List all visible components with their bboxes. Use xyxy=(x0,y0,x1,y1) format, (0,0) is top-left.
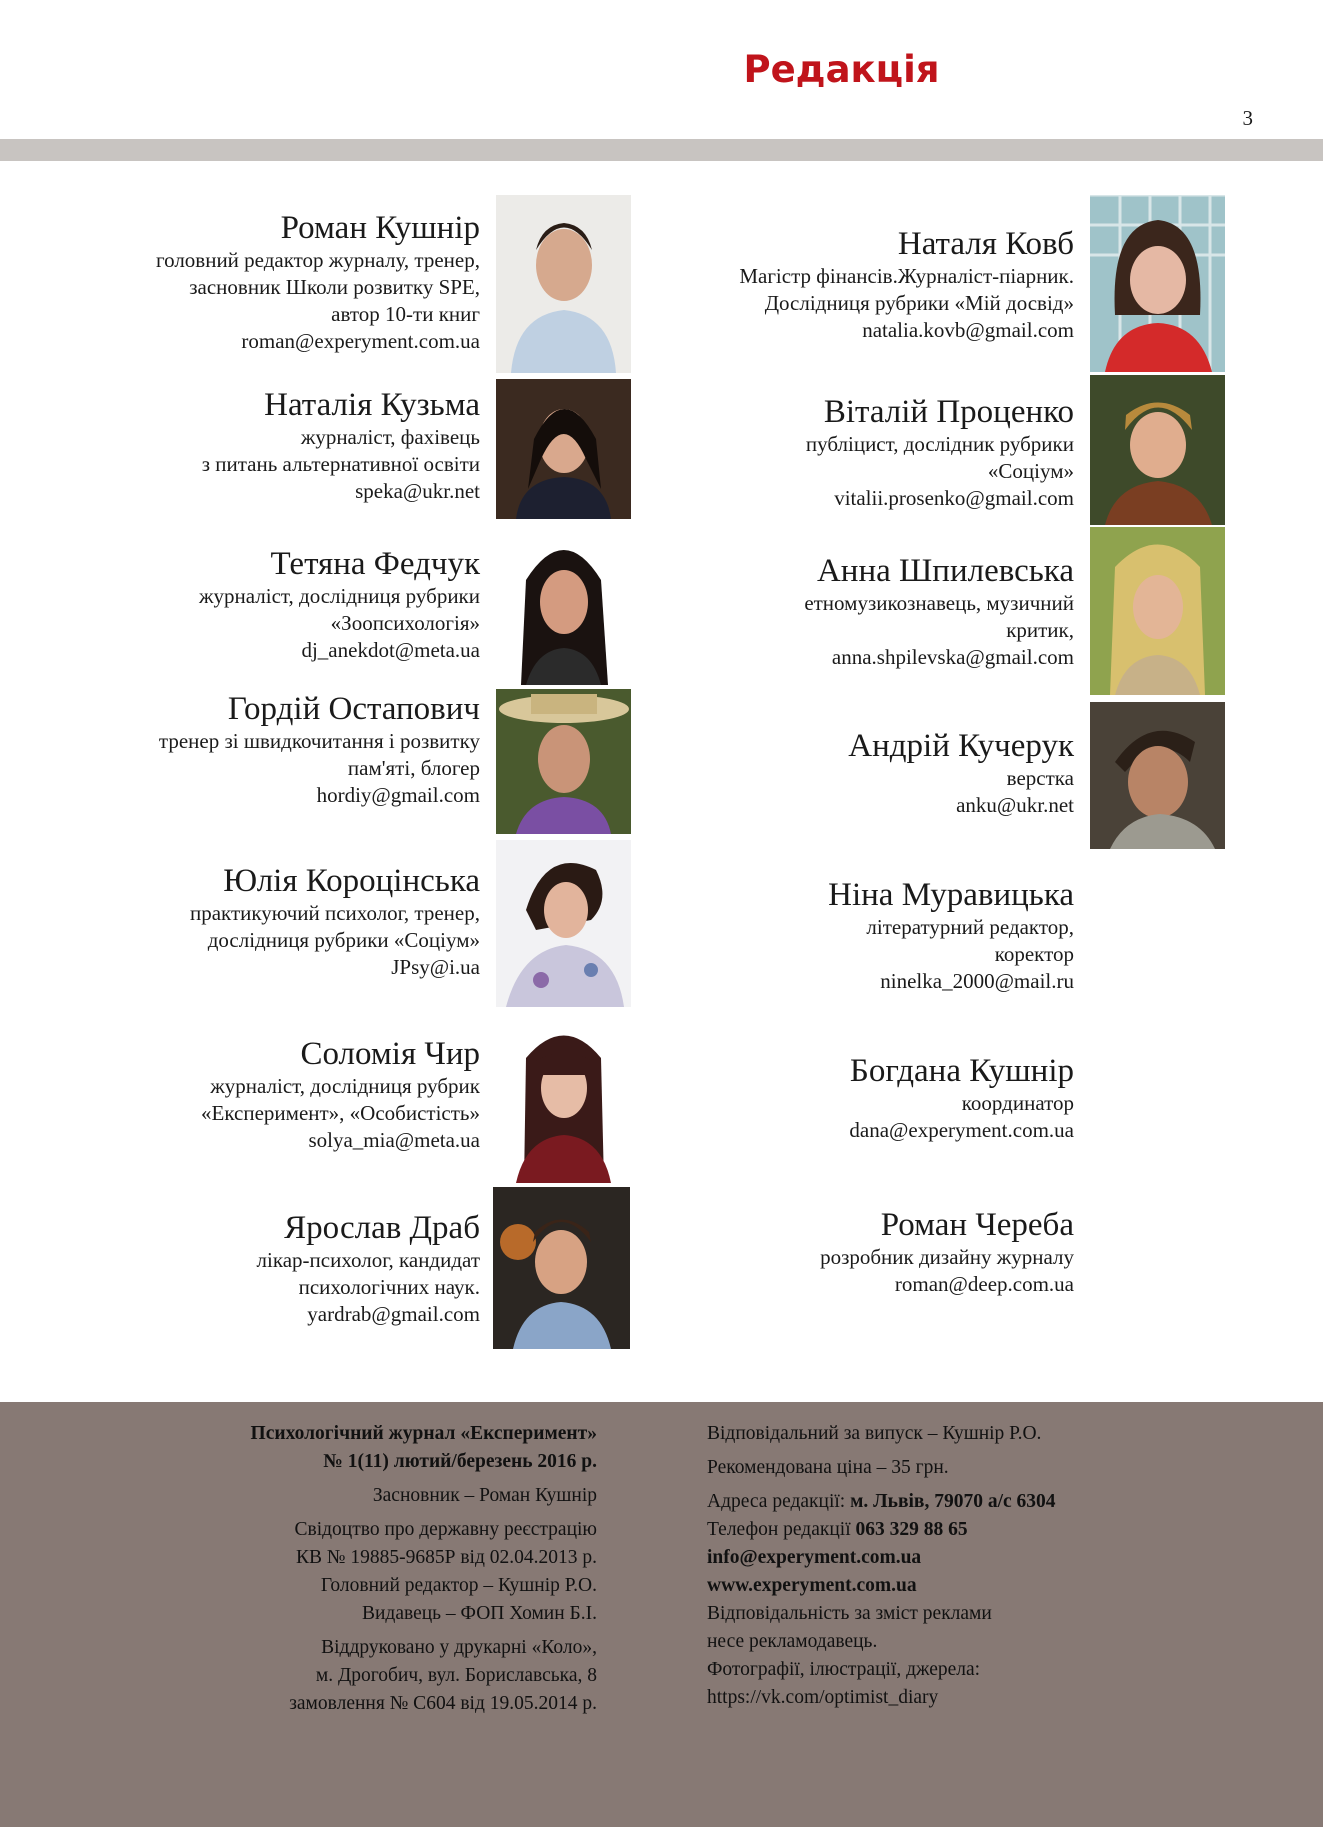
staff-photo xyxy=(496,530,631,685)
staff-card xyxy=(60,195,480,375)
staff-name: Віталій Проценко xyxy=(823,394,1074,430)
staff-photo xyxy=(1090,375,1225,525)
staff-role: лікар-психолог, кандидат xyxy=(256,1248,480,1272)
staff-card xyxy=(60,545,480,685)
staff-name: Роман Череба xyxy=(880,1207,1074,1243)
registration-line: КВ № 19885-9685Р від 02.04.2013 р. xyxy=(295,1547,597,1568)
staff-role: «Експеримент», «Особистість» xyxy=(201,1101,480,1125)
staff-role: засновник Школи розвитку SPE, xyxy=(189,275,480,299)
staff-name: Соломія Чир xyxy=(300,1036,480,1072)
staff-photo xyxy=(496,1013,631,1183)
issue-info: № 1(11) лютий/березень 2016 р. xyxy=(323,1451,597,1472)
staff-role: публіцист, дослідник рубрики xyxy=(805,432,1074,456)
staff-email[interactable]: vitalii.prosenko@gmail.com xyxy=(834,486,1074,510)
staff-email[interactable]: hordiy@gmail.com xyxy=(316,783,480,807)
staff-card xyxy=(640,225,1074,355)
staff-name: Ніна Муравицька xyxy=(828,877,1074,913)
staff-name: Роман Кушнір xyxy=(280,210,480,246)
price-info: Рекомендована ціна – 35 грн. xyxy=(707,1457,949,1478)
staff-email[interactable]: anku@ukr.net xyxy=(956,793,1074,817)
staff-card xyxy=(640,393,1074,523)
staff-role: критик, xyxy=(1006,618,1074,642)
staff-card xyxy=(640,876,1074,1006)
staff-email[interactable]: roman@experyment.com.ua xyxy=(241,329,480,353)
staff-role: Дослідниця рубрики «Мій досвід» xyxy=(764,291,1074,315)
staff-email[interactable]: dj_anekdot@meta.ua xyxy=(301,638,480,662)
staff-email[interactable]: JPsy@i.ua xyxy=(391,955,480,979)
staff-role: журналіст, дослідниця рубрик xyxy=(210,1074,480,1098)
staff-photo xyxy=(496,689,631,834)
staff-card xyxy=(640,1206,1074,1306)
staff-role: практикуючий психолог, тренер, xyxy=(190,901,480,925)
staff-card xyxy=(60,384,480,524)
staff-email[interactable]: anna.shpilevska@gmail.com xyxy=(831,645,1074,669)
staff-photo xyxy=(496,195,631,373)
staff-role: пам'яті, блогер xyxy=(347,756,480,780)
staff-role: журналіст, дослідниця рубрики xyxy=(199,584,480,608)
staff-role: етномузикознавець, музичний xyxy=(804,591,1074,615)
staff-email[interactable]: dana@experyment.com.ua xyxy=(849,1118,1074,1142)
staff-card xyxy=(60,1035,480,1175)
staff-photo xyxy=(496,379,631,519)
staff-role: координатор xyxy=(961,1091,1074,1115)
staff-role: «Соціум» xyxy=(987,459,1074,483)
website-link[interactable]: www.experyment.com.ua xyxy=(707,1575,917,1596)
journal-name: Психологічний журнал «Експеримент» xyxy=(250,1423,597,1444)
staff-name: Андрій Кучерук xyxy=(848,728,1074,764)
staff-role: дослідниця рубрики «Соціум» xyxy=(207,928,480,952)
imprint-left-column xyxy=(251,1420,597,1718)
header-divider-band xyxy=(0,139,1323,161)
staff-role: автор 10-ти книг xyxy=(331,302,480,326)
staff-card xyxy=(640,552,1074,682)
address-line: Адреса редакції: м. Львів, 79070 а/с 6304 xyxy=(707,1491,1056,1512)
staff-name: Ярослав Драб xyxy=(284,1210,480,1246)
printing-line: м. Дрогобич, вул. Бориславська, 8 xyxy=(315,1665,597,1686)
ads-disclaimer: Відповідальність за зміст реклами xyxy=(707,1603,992,1624)
staff-name: Наталя Ковб xyxy=(897,226,1074,262)
imprint-right-column xyxy=(707,1420,1056,1712)
publisher-info: Видавець – ФОП Хомин Б.І. xyxy=(361,1603,597,1624)
staff-role: психологічних наук. xyxy=(298,1275,480,1299)
staff-role: тренер зі швидкочитання і розвитку xyxy=(158,729,480,753)
staff-email[interactable]: solya_mia@meta.ua xyxy=(308,1128,480,1152)
printing-line: Віддруковано у друкарні «Коло», xyxy=(321,1637,597,1658)
staff-photo xyxy=(1090,195,1225,372)
staff-email[interactable]: roman@deep.com.ua xyxy=(894,1272,1074,1296)
founder-info: Засновник – Роман Кушнір xyxy=(372,1485,597,1506)
registration-line: Свідоцтво про державну реєстрацію xyxy=(294,1519,597,1540)
photo-credits: Фотографії, ілюстрації, джерела: xyxy=(707,1659,981,1680)
staff-card xyxy=(640,727,1074,817)
staff-card xyxy=(640,1052,1074,1152)
staff-role: з питань альтернативної освіти xyxy=(201,452,480,476)
phone-value: 063 329 88 65 xyxy=(855,1519,968,1540)
photo-credits-link[interactable]: https://vk.com/optimist_diary xyxy=(707,1687,939,1708)
ads-disclaimer: несе рекламодавець. xyxy=(707,1631,878,1652)
chief-editor-info: Головний редактор – Кушнір Р.О. xyxy=(320,1575,597,1596)
staff-name: Наталія Кузьма xyxy=(264,387,480,423)
contact-email-link[interactable]: info@experyment.com.ua xyxy=(707,1547,922,1568)
staff-role: головний редактор журналу, тренер, xyxy=(156,248,480,272)
printing-line: замовлення № С604 від 19.05.2014 р. xyxy=(289,1693,597,1714)
staff-role: Магістр фінансів.Журналіст-піарник. xyxy=(739,264,1074,288)
staff-photo xyxy=(496,840,631,1007)
staff-email[interactable]: ninelka_2000@mail.ru xyxy=(880,969,1074,993)
phone-line: Телефон редакції 063 329 88 65 xyxy=(707,1519,968,1540)
staff-card xyxy=(60,690,480,830)
staff-role: розробник дизайну журналу xyxy=(820,1245,1074,1269)
staff-card xyxy=(60,862,480,1002)
staff-email[interactable]: speka@ukr.net xyxy=(355,479,480,503)
imprint-footer xyxy=(0,1402,1323,1827)
staff-name: Богдана Кушнір xyxy=(849,1053,1074,1089)
staff-name: Юлія Короцінська xyxy=(223,863,480,899)
page-number: 3 xyxy=(1242,106,1253,130)
staff-role: верстка xyxy=(1006,766,1074,790)
responsible-info: Відповідальний за випуск – Кушнір Р.О. xyxy=(707,1423,1042,1444)
page-title: Редакція xyxy=(743,48,940,91)
staff-role: «Зоопсихологія» xyxy=(330,611,480,635)
staff-role: літературний редактор, xyxy=(866,915,1074,939)
staff-name: Анна Шпилевська xyxy=(816,553,1074,589)
staff-photo xyxy=(493,1187,630,1349)
staff-email[interactable]: natalia.kovb@gmail.com xyxy=(862,318,1074,342)
staff-email[interactable]: yardrab@gmail.com xyxy=(307,1302,480,1326)
staff-role: журналіст, фахівець xyxy=(300,425,480,449)
staff-name: Гордій Остапович xyxy=(227,691,480,727)
staff-card xyxy=(60,1209,480,1349)
staff-photo xyxy=(1090,702,1225,849)
address-value: м. Львів, 79070 а/с 6304 xyxy=(850,1491,1056,1512)
staff-photo xyxy=(1090,527,1225,695)
staff-role: коректор xyxy=(994,942,1074,966)
staff-name: Тетяна Федчук xyxy=(270,546,480,582)
